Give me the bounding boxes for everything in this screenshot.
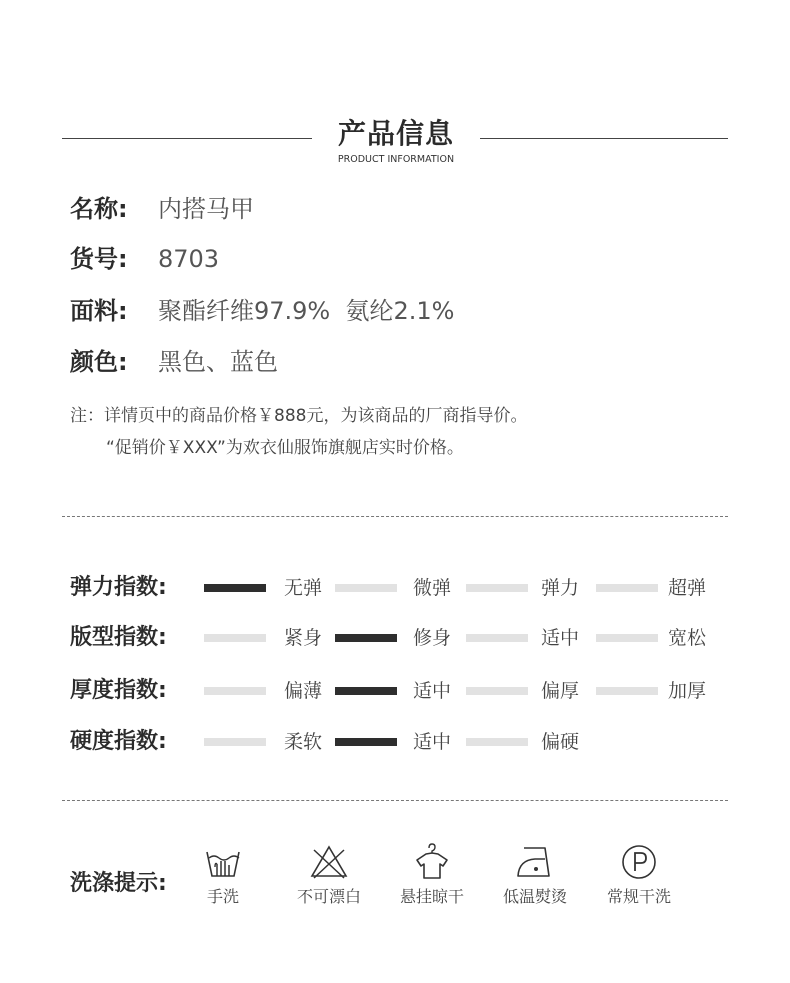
info-value: 8703: [158, 245, 220, 273]
care-text: 低温熨烫: [502, 887, 567, 906]
index-option: 偏厚: [541, 680, 580, 702]
index-bar: [466, 584, 528, 592]
care-item-hand-wash: [178, 838, 268, 918]
index-option: 微弹: [413, 577, 452, 599]
info-label: 名称:: [70, 195, 128, 223]
care-item-hang-dry: [387, 838, 477, 918]
header-right-rule: [480, 138, 728, 139]
care-item-low-iron: [490, 838, 580, 918]
price-note-line-1: 注：详情页中的商品价格￥888元，为该商品的厂商指导价。: [70, 406, 528, 426]
divider: [62, 800, 728, 801]
index-option: 弹力: [541, 577, 580, 599]
index-bar: [466, 738, 528, 746]
info-label: 面料:: [70, 297, 128, 325]
index-bar: [204, 738, 266, 746]
index-bar: [204, 584, 266, 592]
index-row-thickness: [70, 674, 730, 708]
hang-dry-icon: [412, 842, 452, 882]
info-value: 聚酯纤维97.9% 氨纶2.1%: [158, 297, 455, 325]
index-bar: [596, 584, 658, 592]
care-item-no-bleach: [284, 838, 374, 918]
index-bar: [204, 634, 266, 642]
index-bar: [596, 634, 658, 642]
index-option: 适中: [541, 627, 580, 649]
index-bar: [204, 687, 266, 695]
index-bar: [335, 687, 397, 695]
index-option: 超弹: [668, 577, 707, 599]
care-text: 手洗: [206, 887, 239, 906]
index-row-hardness: [70, 725, 730, 759]
index-bar: [596, 687, 658, 695]
info-value: 黑色、蓝色: [158, 348, 278, 376]
index-option: 无弹: [284, 577, 323, 599]
care-text: 常规干洗: [606, 887, 671, 906]
care-item-dry-clean: [594, 838, 684, 918]
index-option: 适中: [413, 731, 452, 753]
index-option: 修身: [413, 627, 452, 649]
low-iron-icon: [515, 842, 555, 882]
index-row-fit: [70, 621, 730, 655]
index-option: 偏硬: [541, 731, 580, 753]
info-value: 内搭马甲: [158, 195, 254, 223]
index-option: 加厚: [668, 680, 707, 702]
page-title: 产品信息: [337, 117, 454, 150]
index-bar: [466, 634, 528, 642]
divider: [62, 516, 728, 517]
care-label: 洗涤提示:: [70, 871, 167, 896]
index-row-elasticity: [70, 571, 730, 605]
hand-wash-icon: [203, 842, 243, 882]
index-label: 弹力指数:: [70, 575, 167, 600]
index-option: 适中: [413, 680, 452, 702]
index-option: 偏薄: [284, 680, 323, 702]
index-label: 厚度指数:: [70, 678, 167, 703]
page-subtitle: PRODUCT INFORMATION: [337, 154, 455, 165]
index-bar: [335, 634, 397, 642]
index-label: 版型指数:: [70, 625, 167, 650]
no-bleach-icon: [309, 842, 349, 882]
index-bar: [335, 584, 397, 592]
index-bar: [335, 738, 397, 746]
info-label: 颜色:: [70, 348, 128, 376]
index-option: 柔软: [284, 731, 323, 753]
index-bar: [466, 687, 528, 695]
index-option: 紧身: [284, 627, 323, 649]
dry-clean-icon: [619, 842, 659, 882]
index-option: 宽松: [668, 627, 707, 649]
care-text: 悬挂晾干: [399, 887, 464, 906]
price-note-line-2: “促销价￥XXX”为欢衣仙服饰旗舰店实时价格。: [106, 438, 464, 458]
info-label: 货号:: [70, 245, 128, 273]
header-left-rule: [62, 138, 312, 139]
care-text: 不可漂白: [296, 887, 361, 906]
index-label: 硬度指数:: [70, 729, 167, 754]
